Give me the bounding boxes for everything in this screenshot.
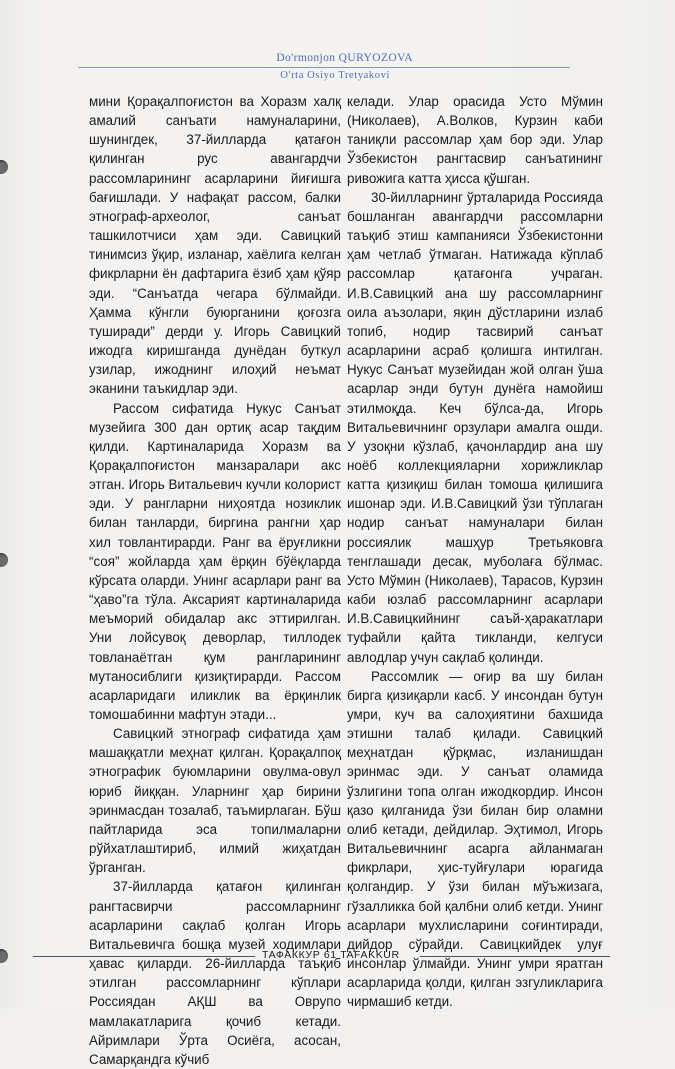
paragraph: Савицкий этнограф сифатида ҳам машаққатли меҳнат қилган. Қорақалпоқ этнографик буюмларини овулма-овул юриб йиққан. Уларнинг ҳар бирини эринмасдан тозалаб, таъмирлаган. Бўш пайтларида эса топилмаларни рўйхатлаштириб, илмий жиҳатдан ўрганган. [89, 726, 341, 876]
punch-hole [0, 160, 8, 174]
paragraph: 30-йилларнинг ўрталарида Россияда бошланган авангардчи рассомларни таъқиб этиш кампанияси Ўзбекистонни ҳам четлаб ўтмаган. Натижада кўплаб рассомлар қатағонга учраган. И.В.Савицкий ана шу рассомларнинг оила аъзолари, яқин дўстларини излаб топиб, нодир тасвирий санъат асарларини асраб қолишга интилган. Нукус Санъат музейидан жой олган ўша асарлар энди бутун дунёга намойиш этилмоқда. Кеч бўлса-да, Игорь Витальевичнинг орзулари амалга ошди. У узоқни кўзлаб, қачонлардир ана шу ноёб коллекцияларни хорижликлар катта қизиқиш билан томоша қилишига ишонар эди. И.В.Савицкий ўзи тўплаган нодир санъат намуналари билан россиялик машҳур Третьяковга тенглашади десак, муболаға бўлмас. Усто Мўмин (Николаев), Тарасов, Курзин каби юзлаб рассомларнинг асарлари И.В.Савицкийнинг саъй-ҳаракатлари туфайли қайта тикланди, келгуси авлодлар учун сақлаб қолинди. [347, 189, 603, 665]
paragraph: 37-йилларда қатағон қилинган рангтасвирчи рассомларнинг асарларини сақлаб қолган Игорь Витальевичга бошқа музей ходимлари ҳавас қиларди. 26-йилларда таъқиб этилган рассомларнинг кўплари Россиядан АҚШ ва Оврупо мамлакатларига қочиб кетади. Айримлари Ўрта Осиёга, асосан, Самарқандга кўчиб [89, 879, 341, 1067]
page-footer [0, 946, 675, 966]
paragraph: келади. Улар орасида Усто Мўмин (Николаев), А.Волков, Курзин каби таниқли рассомлар ҳам бор эди. Улар Ўзбекистон рангтасвир санъатининг ривожига катта ҳисса қўшган. [347, 94, 603, 186]
punch-hole [0, 553, 8, 567]
footer-rule-right [420, 956, 610, 957]
paragraph: мини Қорақалпоғистон ва Хоразм халқ амалий санъати намуналарини, шунингдек, 37-йилларда қатағон қилинган рус авангардчи рассомларининг асарларини йиғишга бағишлади. У нафақат рассом, балки этнограф-археолог, санъат ташкилотчиси ҳам эди. Савицкий тинимсиз ўқир, изланар, хаёлига келган фикрларни ён дафтарига ёзиб ҳам қўяр эди. “Санъатда чегара бўлмайди. Ҳамма кўнгли буюрганини қоғозга туширади” дерди у. Игорь Савицкий ижодга киришганда дунёдан буткул узилар, ижоднинг илоҳий неъмат эканини таъкидлар эди. [89, 94, 341, 397]
paragraph: Рассом сифатида Нукус Санъат музейига 300 дан ортиқ асар тақдим қилди. Картиналарида Хоразм ва Қорақалпоғистон манзаралари акс этган. Игорь Витальевич кучли колорист эди. У рангларни ниҳоятда нозиклик билан танларди, биргина рангни ҳар хил товлантирарди. Ранг ва ёруғликни “соя” жойларда ҳам ёрқин бўёқларда кўрсата оларди. Унинг асарлари ранг ва “ҳаво”га тўла. Аксарият картиналарида меъморий обидалар акс эттирилган. Уни лойсувоқ деворлар, тиллодек товланаётган қум рангларининг мутаносиблиги қизиқтирарди. Рассом асарларидаги иликлик ва ёрқинлик томошабинни мафтун этади... [89, 400, 341, 722]
text-column-right [347, 92, 603, 1012]
header-rule [78, 67, 570, 68]
running-header [0, 52, 675, 92]
footer-label: ТАФАККУР 61 TAFAKKUR [262, 949, 400, 961]
footer-rule-left [33, 956, 255, 957]
header-subtitle: O'rta Osiyo Tretyakovi [280, 70, 390, 81]
header-author: Do'rmonjon QURYOZOVA [276, 52, 413, 64]
paragraph: Рассомлик — оғир ва шу билан бирга қизиқарли касб. У инсондан бутун умри, куч ва салоҳиятини бахшида этишни талаб қилади. Савицкий меҳнатдан қўрқмас, изланишдан эринмас эди. У санъат оламида ўзлигини топа олган ижодкордир. Инсон қазо қилганида ўзи билан бир оламни олиб кетади, дейдилар. Эҳтимол, Игорь Витальевичнинг асарга айланмаган фикрлари, ҳис-туйғулари юрагида қолгандир. У ўзи билан мўъжизага, гўзалликка бой қалбни олиб кетди. Унинг асарлари мухлисларини соғинтиради, дийдор сўрайди. Савицкийдек улуғ инсонлар ўлмайди. Унинг умри яратган асарларида қолди, қилган эзгуликларига чирмашиб кетди. [347, 668, 603, 1010]
text-column-left [89, 92, 341, 1069]
